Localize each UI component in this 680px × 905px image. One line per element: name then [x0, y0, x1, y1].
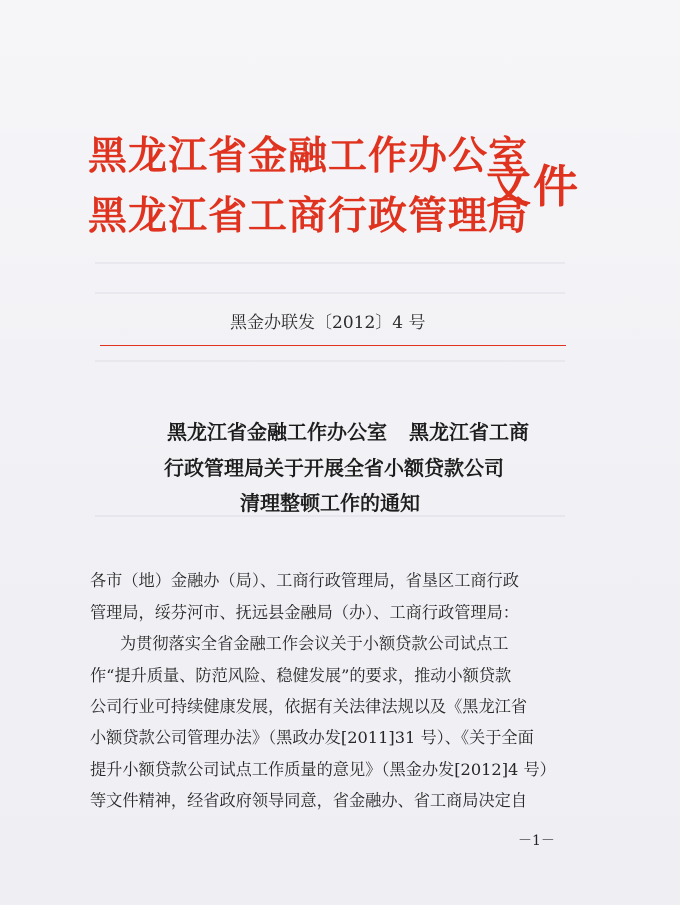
body-text-line: 为贯彻落实全省金融工作会议关于小额贷款公司试点工 [120, 634, 509, 653]
body-text-line: 提升小额贷款公司试点工作质量的意见》（黑金办发[2012]4 号） [90, 760, 556, 779]
issuer-name-industry-commerce-bureau: 黑龙江省工商行政管理局 [88, 193, 529, 239]
body-text-line: 管理局，绥芬河市、抚远县金融局（办）、工商行政管理局： [90, 603, 519, 622]
body-text-line: 各市（地）金融办（局）、工商行政管理局，省垦区工商行政 [90, 571, 519, 590]
body-text-line: 等文件精神，经省政府领导同意，省金融办、省工商局决定自 [90, 791, 528, 810]
document-type-label: 文件 [486, 160, 581, 213]
page-number: －1－ [518, 833, 555, 849]
issuer-name-finance-office: 黑龙江省金融工作办公室 [88, 133, 529, 179]
body-text-line: 小额贷款公司管理办法》（黑政办发[2011]31 号）、《关于全面 [90, 728, 534, 747]
body-text-line: 公司行业可持续健康发展，依据有关法律法规以及《黑龙江省 [90, 697, 528, 716]
header-divider-red-line [100, 345, 566, 346]
notice-title-line-2: 行政管理局关于开展全省小额贷款公司 [164, 456, 504, 480]
notice-title-line-3: 清理整顿工作的通知 [240, 491, 420, 515]
notice-title-line-1 [8, 416, 680, 445]
bleed-through-mark [95, 262, 565, 264]
body-text-line: 作“提升质量、防范风险、稳健发展”的要求，推动小额贷款 [90, 666, 512, 685]
document-number: 黑金办联发〔2012〕4 号 [230, 313, 426, 333]
bleed-through-mark [95, 292, 565, 294]
notice-title-issuer-b: 黑龙江省工商 [409, 420, 529, 444]
bleed-through-mark [95, 360, 565, 362]
notice-title-issuer-a: 黑龙江省金融工作办公室 [167, 420, 387, 444]
